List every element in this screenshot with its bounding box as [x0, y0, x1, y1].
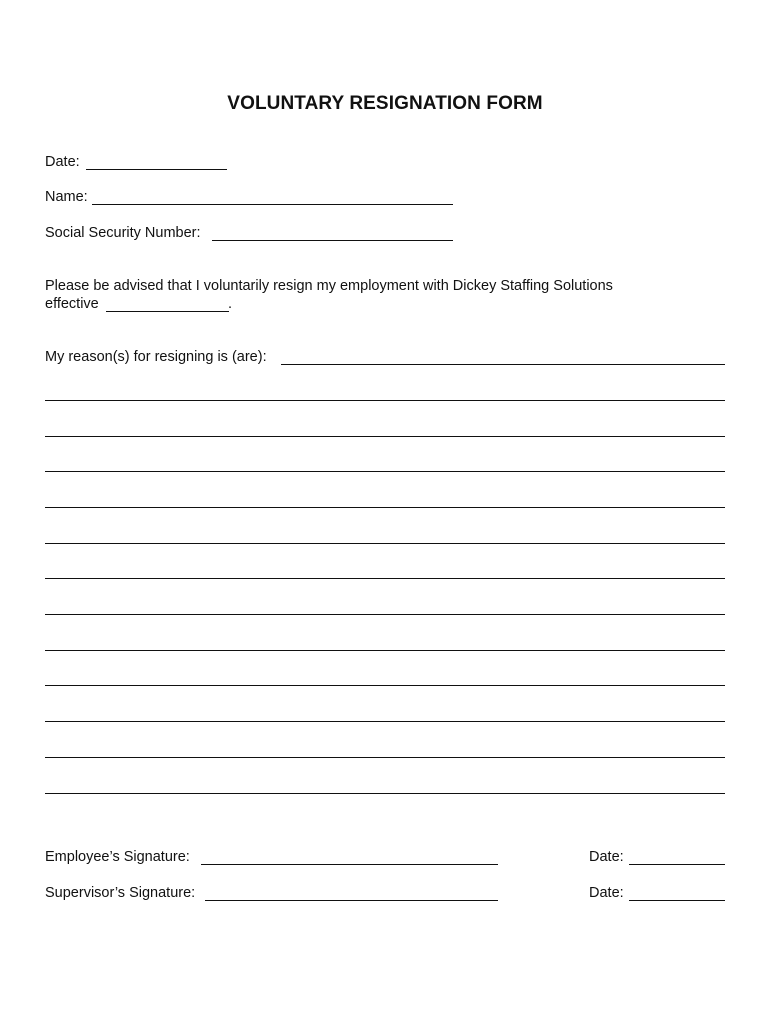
ssn-field[interactable] [212, 240, 453, 241]
date-label: Date: [45, 154, 80, 170]
name-label: Name: [45, 189, 88, 205]
reason-line[interactable] [45, 793, 725, 794]
statement-period: . [228, 296, 233, 312]
statement-effective-label: effective [45, 296, 99, 312]
reason-line[interactable] [45, 436, 725, 437]
reason-label: My reason(s) for resigning is (are): [45, 349, 267, 365]
statement-line-1: Please be advised that I voluntarily resign my employment with Dickey Staffing Solutions [45, 278, 613, 294]
reason-line[interactable] [45, 757, 725, 758]
reason-line[interactable] [45, 400, 725, 401]
effective-date-field[interactable] [106, 311, 229, 312]
date-field[interactable] [86, 169, 227, 170]
reason-line[interactable] [45, 543, 725, 544]
employee-date-label: Date: [589, 849, 624, 865]
reason-line[interactable] [45, 614, 725, 615]
supervisor-signature-field[interactable] [205, 900, 498, 901]
form-title: VOLUNTARY RESIGNATION FORM [227, 93, 543, 114]
reason-line[interactable] [281, 364, 725, 365]
employee-signature-field[interactable] [201, 864, 498, 865]
supervisor-signature-label: Supervisor’s Signature: [45, 885, 196, 901]
reason-line[interactable] [45, 685, 725, 686]
reason-line[interactable] [45, 650, 725, 651]
reason-line[interactable] [45, 721, 725, 722]
name-field[interactable] [92, 204, 453, 205]
employee-signature-label: Employee’s Signature: [45, 849, 190, 865]
supervisor-date-label: Date: [589, 885, 624, 901]
employee-date-field[interactable] [629, 864, 725, 865]
reason-line[interactable] [45, 471, 725, 472]
supervisor-date-field[interactable] [629, 900, 725, 901]
reason-line[interactable] [45, 507, 725, 508]
ssn-label: Social Security Number: [45, 225, 201, 241]
reason-line[interactable] [45, 578, 725, 579]
